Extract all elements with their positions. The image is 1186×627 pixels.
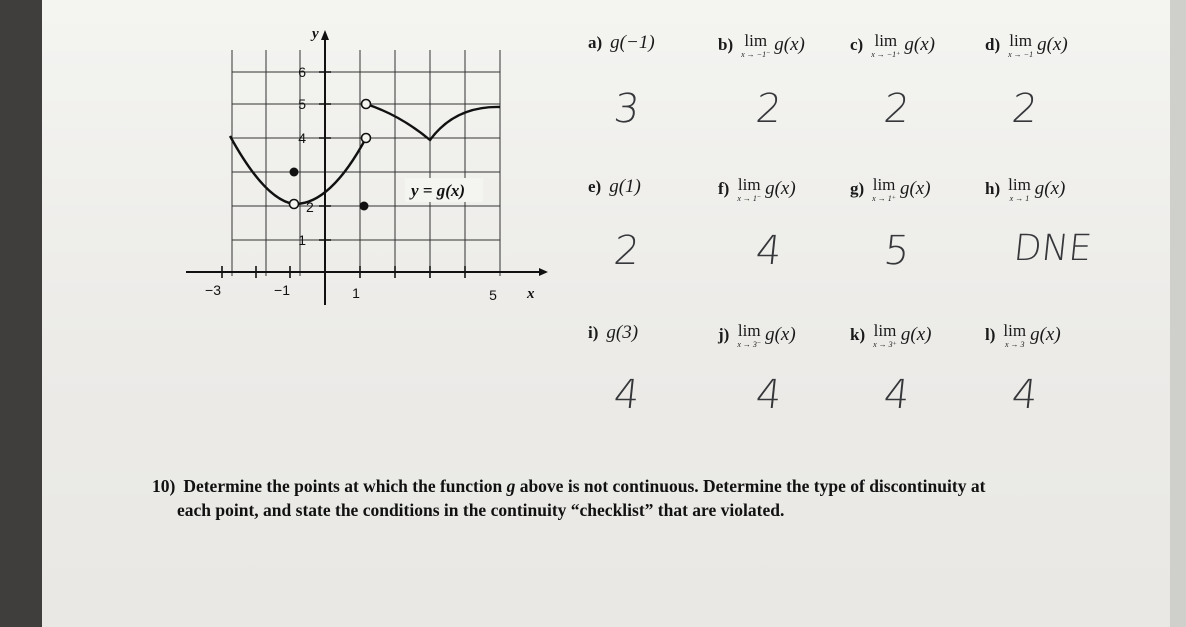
open-point-1-5 [362, 100, 371, 109]
limit-operator [1003, 322, 1026, 349]
handwritten-answer: 4 [753, 228, 784, 274]
problem-12 [985, 322, 1061, 349]
lim-word: lim [874, 31, 898, 50]
problem-expression: g(x) [1037, 33, 1068, 55]
problem-5 [588, 176, 641, 198]
x-axis-label: x [527, 286, 535, 302]
problem-7 [850, 176, 931, 203]
lim-word: lim [872, 175, 896, 194]
open-point-1-4 [362, 134, 371, 143]
problem-letter: l) [985, 324, 996, 344]
problem-3 [850, 32, 935, 59]
limit-operator [1008, 32, 1033, 59]
problem-expression: g(−1) [610, 32, 655, 53]
problem-letter: f) [718, 178, 730, 198]
limit-subscript: x → 1⁺ [872, 194, 896, 203]
y-tick-5: 5 [298, 96, 306, 112]
limit-operator [741, 32, 770, 59]
question-text-line2: each point, and state the conditions in the continuity “checklist” that are violated. [177, 500, 785, 520]
limit-operator [871, 32, 900, 59]
problem-expression: g(1) [609, 176, 641, 197]
question-10 [152, 474, 1052, 522]
x-tick-neg3: −3 [205, 282, 221, 298]
limit-operator [873, 322, 897, 349]
problem-letter: g) [850, 178, 865, 198]
question-text-a: Determine the points at which the function [183, 476, 503, 496]
handwritten-answer: 2 [1009, 86, 1040, 132]
problem-9 [588, 322, 638, 344]
problem-letter: e) [588, 177, 602, 196]
problem-10 [718, 322, 796, 349]
problem-4 [985, 32, 1068, 59]
x-tick-1: 1 [352, 285, 360, 301]
question-number: 10) [152, 476, 176, 496]
handwritten-answer: 2 [881, 86, 912, 132]
x-axis-arrow [539, 268, 548, 276]
lim-word: lim [744, 31, 768, 50]
limit-operator [872, 176, 896, 203]
problem-letter: i) [588, 323, 599, 342]
limit-subscript: x → 1 [1009, 194, 1030, 203]
handwritten-answer: 4 [611, 372, 642, 418]
limit-subscript: x → 1⁻ [737, 194, 762, 203]
problem-expression: g(x) [765, 323, 796, 345]
question-text-b: above is not continuous. Determine the type of discontinuity at [519, 476, 986, 496]
handwritten-answer: 4 [1009, 372, 1040, 418]
lim-word: lim [1008, 175, 1031, 194]
limit-operator [737, 322, 761, 349]
lim-word: lim [737, 175, 761, 194]
problem-expression: g(x) [899, 177, 931, 199]
handwritten-answer: DNE [1011, 228, 1094, 269]
y-tick-2: 2 [306, 199, 314, 215]
y-axis-label: y [312, 26, 319, 42]
handwritten-answer: 3 [611, 86, 642, 132]
limit-subscript: x → −1⁺ [871, 50, 901, 59]
handwritten-answer: 2 [753, 86, 784, 132]
problem-letter: h) [985, 178, 1001, 198]
problem-expression: g(x) [1030, 323, 1061, 345]
problem-expression: g(3) [606, 322, 639, 343]
problem-letter: j) [718, 324, 730, 344]
problem-expression: g(x) [1034, 177, 1066, 199]
limit-operator [1008, 176, 1031, 203]
problem-expression: g(x) [774, 33, 805, 55]
limit-operator [737, 176, 761, 203]
page-edge [1170, 0, 1186, 627]
limit-subscript: x → −1 [1008, 50, 1034, 59]
y-tick-1: 1 [298, 232, 306, 248]
function-graph [0, 0, 560, 320]
problem-1 [588, 32, 655, 54]
lim-word: lim [1003, 321, 1027, 340]
handwritten-answer: 4 [753, 372, 784, 418]
problem-letter: b) [718, 34, 734, 54]
problem-expression: g(x) [900, 323, 932, 345]
handwritten-answer: 5 [881, 228, 912, 274]
curve-right-piece [366, 104, 500, 140]
y-tick-4: 4 [298, 130, 306, 146]
problem-letter: a) [588, 33, 603, 52]
x-tick-neg1: −1 [274, 282, 290, 298]
open-point-neg1-2 [290, 200, 299, 209]
closed-point-1-2 [360, 202, 369, 211]
problem-letter: c) [850, 34, 864, 54]
handwritten-answer: 2 [611, 228, 642, 274]
problem-letter: d) [985, 34, 1001, 54]
problem-8 [985, 176, 1065, 203]
question-var: g [506, 476, 516, 496]
problem-6 [718, 176, 796, 203]
limit-subscript: x → 3⁻ [737, 340, 762, 349]
problem-expression: g(x) [904, 33, 935, 55]
lim-word: lim [1009, 31, 1032, 50]
limit-subscript: x → 3 [1004, 340, 1025, 349]
problem-2 [718, 32, 805, 59]
function-label: y = g(x) [411, 181, 466, 200]
closed-point-neg1-3 [290, 168, 299, 177]
x-tick-5: 5 [489, 287, 497, 303]
lim-word: lim [873, 321, 897, 340]
limit-subscript: x → 3⁺ [873, 340, 897, 349]
problem-11 [850, 322, 932, 349]
limit-subscript: x → −1⁻ [741, 50, 771, 59]
problem-letter: k) [850, 324, 866, 344]
y-tick-6: 6 [298, 64, 306, 80]
y-axis-arrow [321, 30, 329, 40]
lim-word: lim [737, 321, 761, 340]
problem-expression: g(x) [765, 177, 796, 199]
handwritten-answer: 4 [881, 372, 912, 418]
